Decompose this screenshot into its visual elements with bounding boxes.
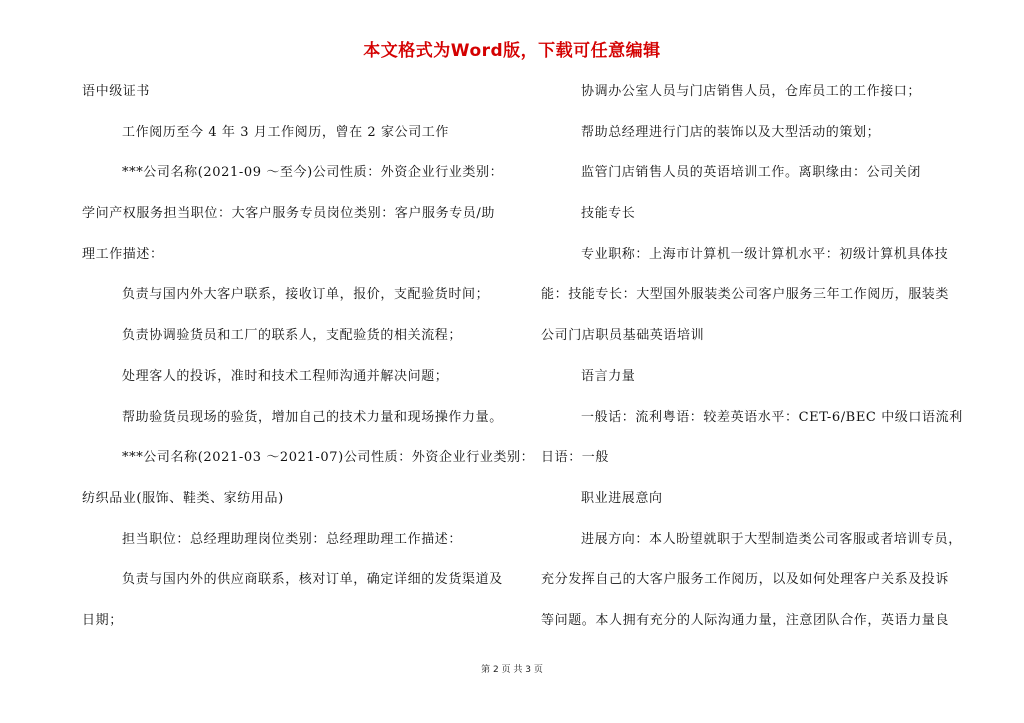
- text-line: 等问题。本人拥有充分的人际沟通力量，注意团队合作，英语力量良: [541, 612, 950, 628]
- text-line: 担当职位：总经理助理岗位类别：总经理助理工作描述：: [122, 531, 463, 547]
- text-line: 公司门店职员基础英语培训: [541, 328, 705, 344]
- text-line: 充分发挥自己的大客户服务工作阅历，以及如何处理客户关系及投诉: [541, 572, 950, 588]
- text-line: 进展方向：本人盼望就职于大型制造类公司客服或者培训专员，: [581, 531, 962, 547]
- text-line: 能：技能专长：大型国外服装类公司客户服务三年工作阅历，服装类: [541, 287, 950, 303]
- word-format-banner: 本文格式为Word版，下载可任意编辑: [363, 41, 661, 61]
- text-line: 日语：一般: [541, 450, 610, 466]
- text-line: 处理客人的投诉，准时和技术工程师沟通并解决问题；: [122, 368, 449, 384]
- text-line: 纺织品业(服饰、鞋类、家纺用品): [82, 490, 284, 506]
- section-heading: 语言力量: [581, 368, 636, 384]
- text-line: 负责与国内外的供应商联系，核对订单，确定详细的发货渠道及: [122, 572, 503, 588]
- text-line: 协调办公室人员与门店销售人员，仓库员工的工作接口；: [581, 84, 922, 99]
- text-line: ***公司名称(2021-09 ～至今)公司性质：外资企业行业类别：: [122, 165, 504, 181]
- text-line: ***公司名称(2021-03 ～2021-07)公司性质：外资企业行业类别：: [122, 450, 535, 466]
- text-line: 负责与国内外大客户联系，接收订单，报价，支配验货时间；: [122, 287, 490, 303]
- text-line: 工作阅历至今 4 年 3 月工作阅历，曾在 2 家公司工作: [122, 124, 450, 140]
- text-line: 专业职称：上海市计算机一级计算机水平：初级计算机具体技: [581, 246, 949, 262]
- right-column: [541, 80, 973, 650]
- text-line: 帮助总经理进行门店的装饰以及大型活动的策划；: [581, 124, 881, 140]
- text-line: 负责协调验货员和工厂的联系人，支配验货的相关流程；: [122, 328, 463, 344]
- page-number: 第 2 页 共 3 页: [481, 665, 543, 675]
- section-heading: 技能专长: [581, 206, 636, 222]
- text-line: 语中级证书: [82, 84, 151, 99]
- text-line: 理工作描述：: [82, 246, 164, 262]
- section-heading: 职业进展意向: [581, 490, 663, 506]
- text-line: 帮助验货员现场的验货，增加自己的技术力量和现场操作力量。: [122, 409, 503, 425]
- text-line: 监管门店销售人员的英语培训工作。离职缘由：公司关闭: [581, 165, 922, 181]
- text-line: 日期；: [82, 612, 123, 628]
- left-column: [82, 80, 535, 650]
- text-line: 一般话：流利粤语：较差英语水平：CET-6/BEC 中级口语流利: [581, 409, 963, 425]
- text-line: 学问产权服务担当职位：大客户服务专员岗位类别：客户服务专员/助: [82, 206, 495, 222]
